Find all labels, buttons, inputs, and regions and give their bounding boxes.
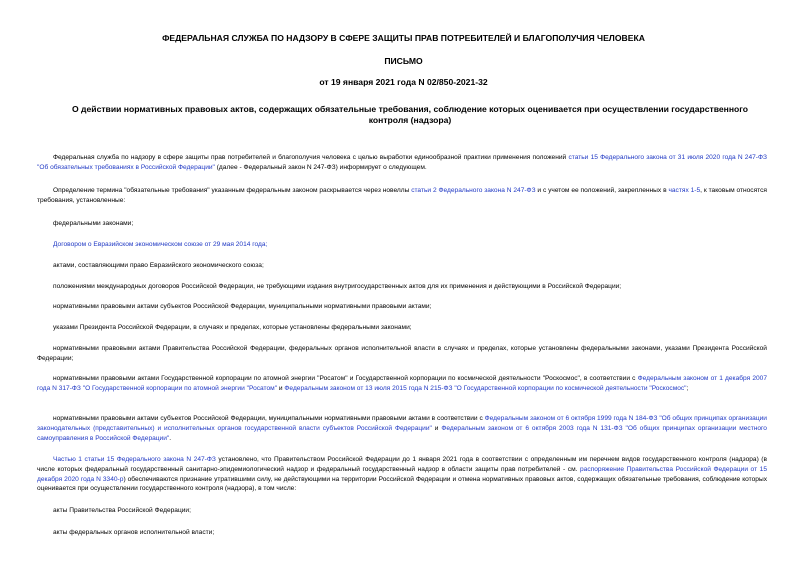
link-eaeu-treaty[interactable]: Договором о Евразийском экономическом союзе от 29 мая 2014 года; <box>53 241 268 248</box>
text-span: и <box>277 384 285 392</box>
text-span: ) обеспечиваются признание утратившими силу, не действующими на территории Российской Федерации и отмена нормативных правовых актов, содержащих обязательные требования, соблюдение которых оценивается при осуществлении государственного контроля (надзора), в том числе: <box>37 475 767 493</box>
list-item: федеральными законами; <box>53 220 134 227</box>
list-item: указами Президента Российской Федерации, в случаях и пределах, которые установлены федеральными законами; <box>53 324 412 331</box>
link-law-317[interactable]: Федеральным законом от 1 декабря 2007 года N 317-ФЗ "О Государственной корпорации по атомной энергии "Росатом" <box>37 375 767 392</box>
text-span: ; <box>686 384 689 392</box>
text-span: установлено, что Правительством Российской Федерации до 1 января 2021 года в соответствии с определенным им перечнем видов государственного контроля (надзора) (в числе которых федеральный государственный санитарно-эпидемиологический надзор и федеральный государственный надзор в области защиты прав потребителей - см. <box>37 456 767 473</box>
paragraph-rosatom-roskosmos <box>37 374 767 394</box>
list-item <box>53 240 767 250</box>
list-item: актами, составляющими право Евразийского экономического союза; <box>53 262 264 269</box>
text-span: (далее - Федеральный закон N 247-ФЗ) информирует о следующем. <box>214 163 427 171</box>
text-span: нормативными правовыми актами Государственной корпорации по атомной энергии "Росатом" и Государственной корпорации по космической деятельности "Роскосмос", в соответствии с <box>53 375 638 382</box>
link-article-2-law-247[interactable]: статьи 2 Федерального закона N 247-ФЗ <box>411 187 536 194</box>
link-parts-1-5[interactable]: частях 1-5 <box>668 187 701 194</box>
text-span: нормативными правовыми актами субъектов Российской Федерации, муниципальными нормативными правовыми актами в соответствии с <box>53 415 485 422</box>
text-span: Определение термина "обязательные требования" указанным федеральным законом раскрывается через новеллы <box>53 187 412 194</box>
list-item: нормативными правовыми актами Правительства Российской Федерации, федеральных органов исполнительной власти в случаях и пределах, которые установлены федеральными законами, указами Президента Российской Федерации; <box>37 345 767 362</box>
text-span: Федеральная служба по надзору в сфере защиты прав потребителей и благополучия человека с целью выработки единообразной практики применения положений <box>53 154 569 161</box>
text-span: . <box>169 434 172 442</box>
link-order-3340[interactable]: распоряжение Правительства Российской Федерации от 15 декабря 2020 года N 3340-р <box>37 465 767 483</box>
list-item: положениями международных договоров Российской Федерации, не требующими издания внутригосударственных актов для их применения и действующими в Российской Федерации; <box>53 283 622 290</box>
list-item: нормативными правовыми актами субъектов Российской Федерации, муниципальными нормативными правовыми актами; <box>53 303 432 310</box>
link-article-15-law-247[interactable]: статьи 15 Федерального закона от 31 июля 2020 года N 247-ФЗ "Об обязательных требованиях в Российской Федерации" <box>37 154 767 171</box>
paragraph-definition <box>37 186 767 206</box>
link-law-131[interactable]: Федеральным законом от 6 октября 2003 года N 131-ФЗ "Об общих принципах организации местного самоуправления в Российской Федерации" <box>37 424 767 442</box>
link-law-184[interactable]: Федеральным законом от 6 октября 1999 года N 184-ФЗ "Об общих принципах организации законодательных (представительных) и исполнительных органов государственной власти субъектов Российской Федерации" <box>37 415 767 432</box>
paragraph-intro <box>37 153 767 173</box>
list-item: акты Правительства Российской Федерации; <box>53 507 191 514</box>
link-law-215[interactable]: Федеральным законом от 13 июля 2015 года N 215-ФЗ "О Государственной корпорации по космической деятельности "Роскосмос" <box>284 384 687 392</box>
list-item: акты федеральных органов исполнительной власти; <box>53 529 215 536</box>
document-subject: О действии нормативных правовых актов, содержащих обязательные требования, соблюдение которых оценивается при осуществлении государственного контроля (надзора) <box>71 104 749 125</box>
paragraph-regional-acts <box>37 414 767 443</box>
text-span: и <box>431 424 442 432</box>
agency-title: ФЕДЕРАЛЬНАЯ СЛУЖБА ПО НАДЗОРУ В СФЕРЕ ЗАЩИТЫ ПРАВ ПОТРЕБИТЕЛЕЙ И БЛАГОПОЛУЧИЯ ЧЕЛОВЕКА <box>162 33 645 43</box>
document-date-number: от 19 января 2021 года N 02/850-2021-32 <box>319 77 488 87</box>
link-part-1-article-15[interactable]: Частью 1 статьи 15 Федерального закона N 247-ФЗ <box>53 456 216 463</box>
document-type: ПИСЬМО <box>384 56 423 66</box>
paragraph-article-15 <box>37 455 767 494</box>
text-span: , к таковым относятся требования, установленные: <box>37 187 767 204</box>
text-span: и с учетом ее положений, закрепленных в <box>535 187 669 194</box>
